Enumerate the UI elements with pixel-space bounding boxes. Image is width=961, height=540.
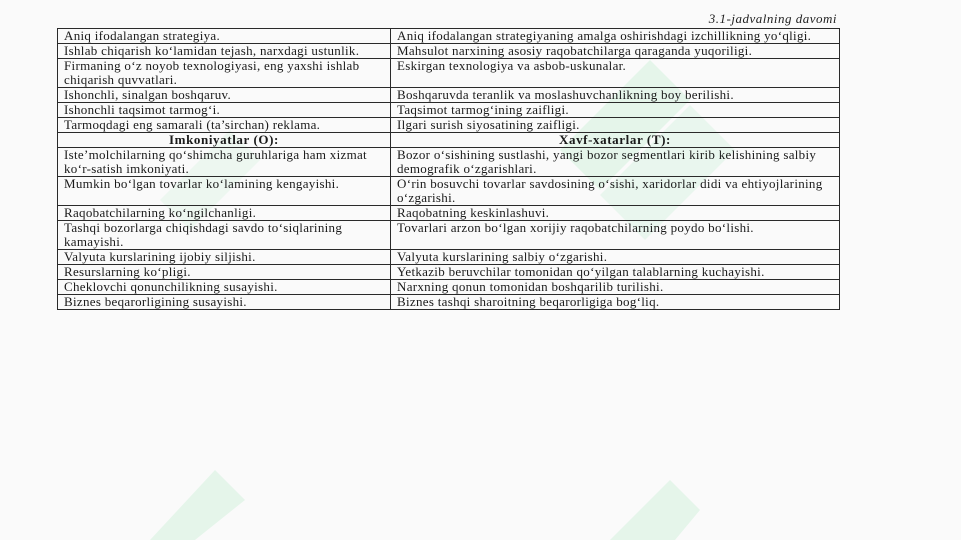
table-row: [58, 250, 840, 265]
table-cell: Ishonchli taqsimot tarmog‘i.: [58, 103, 391, 118]
table-cell: Biznes beqarorligining susayishi.: [58, 295, 391, 310]
section-header-row: [58, 133, 840, 148]
table-row: [58, 88, 840, 103]
table-cell: Biznes tashqi sharoitning beqarorligiga bog‘liq.: [391, 295, 840, 310]
table-cell: Raqobatning keskinlashuvi.: [391, 206, 840, 221]
table-row: [58, 44, 840, 59]
table-cell: Eskirgan texnologiya va asbob-uskunalar.: [391, 59, 840, 88]
table-cell: Yetkazib beruvchilar tomonidan qo‘yilgan talablarning kuchayishi.: [391, 265, 840, 280]
table-cell: Aniq ifodalangan strategiyaning amalga oshirishdagi izchillikning yo‘qligi.: [391, 29, 840, 44]
table-cell: Valyuta kurslarining salbiy o‘zgarishi.: [391, 250, 840, 265]
threats-header: Xavf-xatarlar (T):: [391, 133, 840, 148]
table-cell: Iste’molchilarning qo‘shimcha guruhlariga ham xizmat ko‘r-satish imkoniyati.: [58, 148, 391, 177]
table-cell: Boshqaruvda teranlik va moslashuvchanlikning boy berilishi.: [391, 88, 840, 103]
table-row: [58, 221, 840, 250]
table-cell: Taqsimot tarmog‘ining zaifligi.: [391, 103, 840, 118]
table-cell: Cheklovchi qonunchilikning susayishi.: [58, 280, 391, 295]
table-cell: Mahsulot narxining asosiy raqobatchilarga qaraganda yuqoriligi.: [391, 44, 840, 59]
table-cell: Aniq ifodalangan strategiya.: [58, 29, 391, 44]
table-cell: O‘rin bosuvchi tovarlar savdosining o‘sishi, xaridorlar didi va ehtiyojlarining o‘zgarishi.: [391, 177, 840, 206]
table-row: [58, 280, 840, 295]
table-cell: Valyuta kurslarining ijobiy siljishi.: [58, 250, 391, 265]
table-row: [58, 148, 840, 177]
table-cell: Ishlab chiqarish ko‘lamidan tejash, narxdagi ustunlik.: [58, 44, 391, 59]
table-cell: Ishonchli, sinalgan boshqaruv.: [58, 88, 391, 103]
table-row: [58, 59, 840, 88]
table-row: [58, 295, 840, 310]
table-row: [58, 206, 840, 221]
opportunities-header: Imkoniyatlar (O):: [58, 133, 391, 148]
table-cell: Tarmoqdagi eng samarali (ta’sirchan) reklama.: [58, 118, 391, 133]
swot-table: [57, 28, 840, 310]
table-cell: Mumkin bo‘lgan tovarlar ko‘lamining kengayishi.: [58, 177, 391, 206]
table-cell: Narxning qonun tomonidan boshqarilib turilishi.: [391, 280, 840, 295]
table-row: [58, 265, 840, 280]
table-cell: Tovarlari arzon bo‘lgan xorijiy raqobatchilarning poydo bo‘lishi.: [391, 221, 840, 250]
table-row: [58, 103, 840, 118]
table-cell: Tashqi bozorlarga chiqishdagi savdo to‘siqlarining kamayishi.: [58, 221, 391, 250]
table-caption: 3.1-jadvalning davomi: [708, 11, 837, 26]
table-row: [58, 29, 840, 44]
table-cell: Ilgari surish siyosatining zaifligi.: [391, 118, 840, 133]
table-cell: Resurslarning ko‘pligi.: [58, 265, 391, 280]
table-row: [58, 118, 840, 133]
table-cell: Firmaning o‘z noyob texnologiyasi, eng yaxshi ishlab chiqarish quvvatlari.: [58, 59, 391, 88]
table-cell: Raqobatchilarning ko‘ngilchanligi.: [58, 206, 391, 221]
table-row: [58, 177, 840, 206]
table-cell: Bozor o‘sishining sustlashi, yangi bozor segmentlari kirib kelishining salbiy demografik o‘zgarishlari.: [391, 148, 840, 177]
